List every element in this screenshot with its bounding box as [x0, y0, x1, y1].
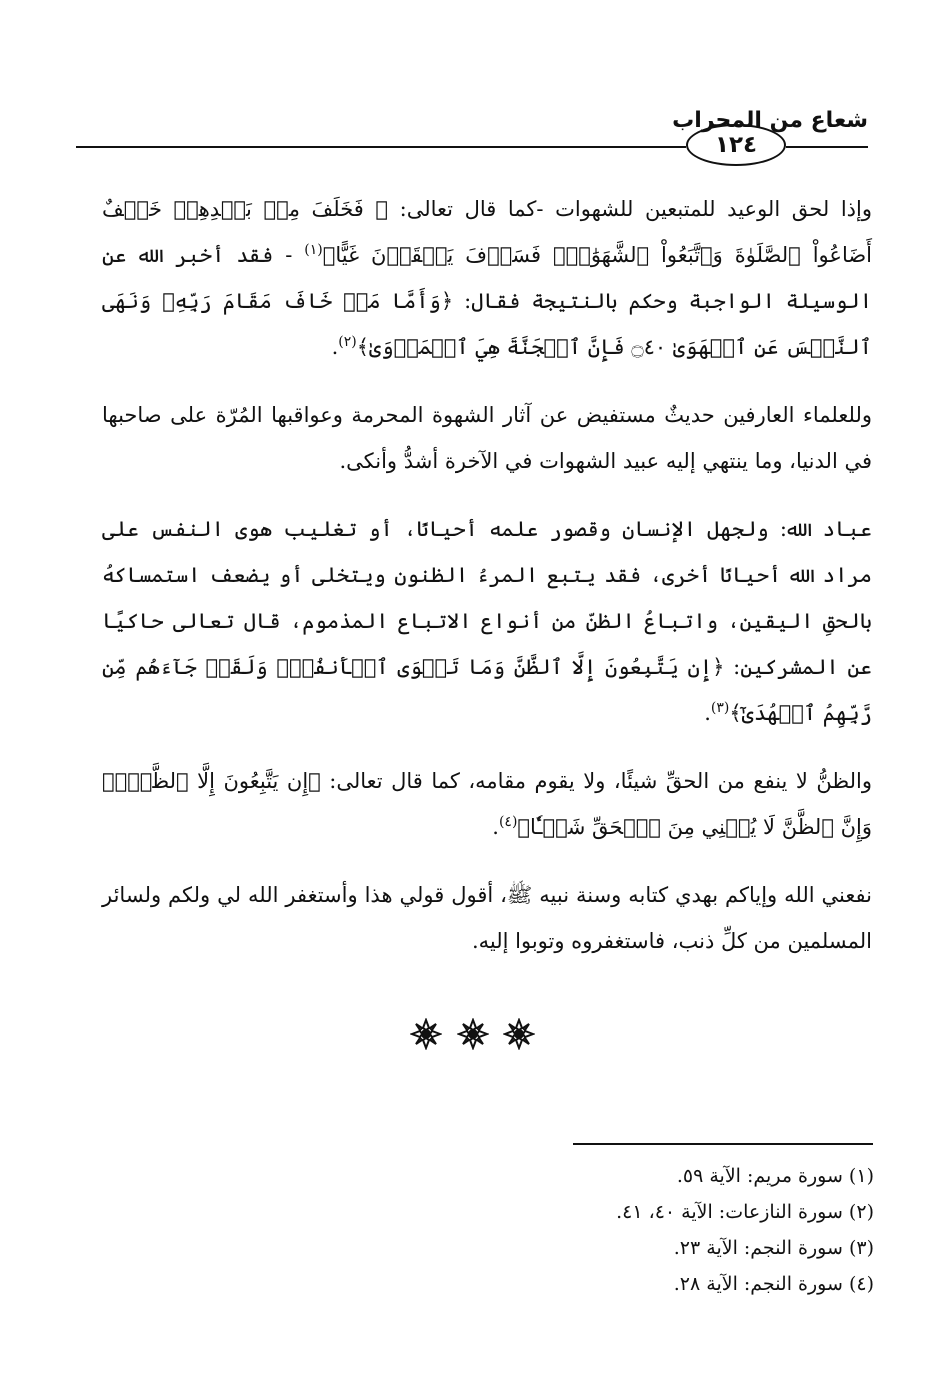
paragraph-2: وللعلماء العارفين حديثٌ مستفيض عن آثار الشهوة المحرمة وعواقبها المُرّة على صاحبها في الدنيا، وما ينتهي إليه عبيد الشهوات في الآخرة أشدُّ وأنكى. — [102, 403, 872, 473]
paragraph-5: نفعني الله وإياكم بهدي كتابه وسنة نبيه ﷺ، أقول قولي هذا وأستغفر الله لي ولكم ولسائر المسلمين من كلِّ ذنب، فاستغفروه وتوبوا إليه. — [102, 883, 872, 953]
footnote-ref-4[interactable]: (٤) — [498, 814, 518, 830]
body-text — [102, 186, 872, 986]
flower-ornament-icon — [503, 1018, 535, 1050]
footnote-rule — [573, 1143, 873, 1145]
footnote-3: (٣) سورة النجم: الآية ٢٣. — [673, 1237, 874, 1259]
paragraph-3-end: . — [704, 701, 711, 725]
paragraph-3-text: عباد الله: ولجهل الإنسان وقصور علمه أحيانًا، أو تغليب هوى النفس على مراد الله أحيانًا أخرى، فقد يتبع المرءُ الظنون ويتخلى أو يضعف استمساكهُ بالحقِ اليقين، واتباعُ الظنِّ من أنواع الاتباع المذموم، قال تعالى حاكيًا عن المشركين: ﴿إِن يَتَّبِعُونَ إِلَّا ٱلظَّنَّ وَمَا تَهۡوَى ٱلۡأَنفُسُۖ وَلَقَدۡ جَآءَهُم مِّن رَّبِّهِمُ ٱلۡهُدَىٰٓ﴾ — [102, 517, 872, 725]
footnote-1: (١) سورة مريم: الآية ٥٩. — [676, 1165, 874, 1187]
flower-ornament-icon — [410, 1018, 442, 1050]
running-title: شعاع من المحراب — [672, 108, 868, 133]
paragraph-4-text: والظنُّ لا ينفع من الحقِّ شيئًا، ولا يقوم مقامه، كما قال تعالى: ﴿إِن يَتَّبِعُونَ إِلَّا ٱلظَّنَّۖ وَإِنَّ ٱلظَّنَّ لَا يُغۡنِي مِنَ ٱلۡحَقِّ شَيۡـٔٗا﴾ — [102, 769, 872, 839]
footnote-4: (٤) سورة النجم: الآية ٢٨. — [673, 1273, 874, 1295]
paragraph-1 — [102, 186, 872, 370]
footnote-ref-2[interactable]: (٢) — [338, 334, 357, 350]
footnote-ref-3[interactable]: (٣) — [710, 700, 730, 716]
paragraph-1-end: . — [331, 335, 339, 359]
footnote-ref-1[interactable]: (١) — [304, 242, 323, 258]
paragraph-3 — [102, 506, 872, 736]
paragraph-4-end: . — [492, 815, 499, 839]
paragraph-4 — [102, 758, 872, 850]
header-rule-right — [786, 146, 868, 148]
paragraph-1-text: وإذا لحق الوعيد للمتبعين للشهوات -كما قال تعالى: ﴿ فَخَلَفَ مِنۢ بَعۡدِهِمۡ خَلۡفٌ أَضَاعُواْ ٱلصَّلَوٰةَ وَٱتَّبَعُواْ ٱلشَّهَوَٰتِۖ فَسَوۡفَ يَلۡقَوۡنَ غَيًّا﴾ — [102, 197, 873, 267]
paragraph-1-continuation: - فقد أخبر الله عن الوسيلة الواجبة وحكم بالنتيجة فقال: ﴿وَأَمَّا مَنۡ خَافَ مَقَامَ رَبِّهِۦ وَنَهَى ٱلنَّفۡسَ عَنِ ٱلۡهَوَىٰ ۝٤٠ فَإِنَّ ٱلۡجَنَّةَ هِيَ ٱلۡمَأۡوَىٰ﴾ — [102, 243, 872, 359]
page-number: ١٢٤ — [686, 124, 786, 166]
footnote-2: (٢) سورة النازعات: الآية ٤٠، ٤١. — [616, 1201, 874, 1223]
footnotes — [454, 1158, 874, 1302]
section-ornament — [410, 1018, 535, 1050]
header-rule-left — [76, 146, 686, 148]
flower-ornament-icon — [457, 1018, 489, 1050]
